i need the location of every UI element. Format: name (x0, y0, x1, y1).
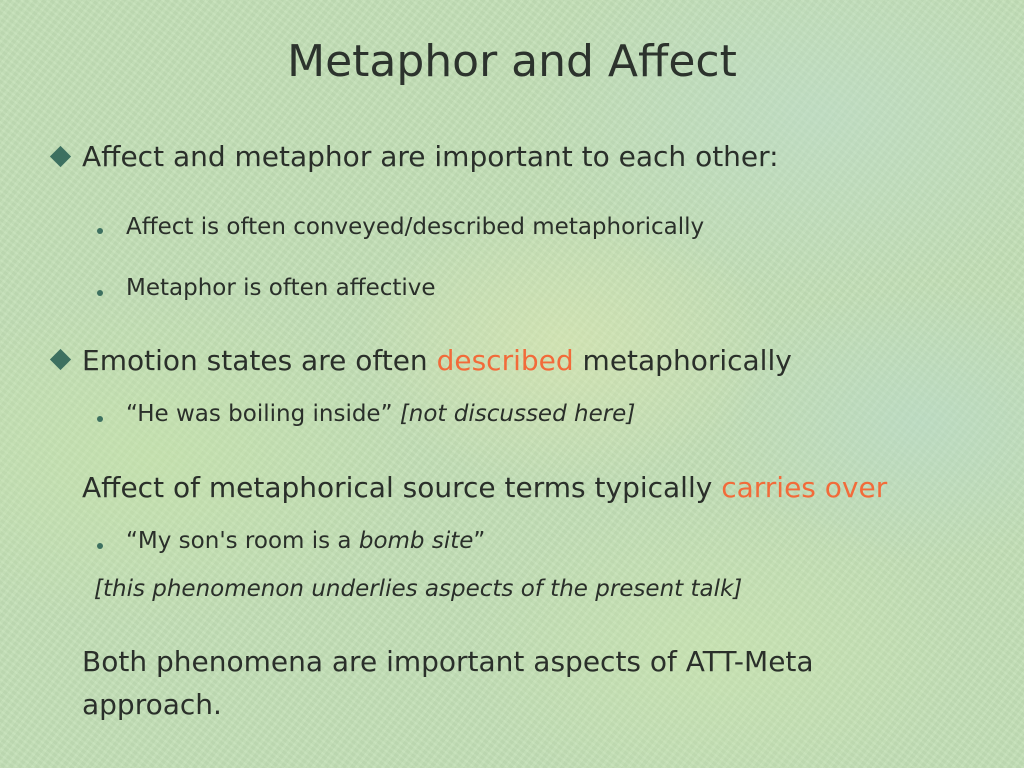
bullet-emotion-text-start: Emotion states are often (82, 344, 437, 377)
sub-bullet-conveyed: Affect is often conveyed/described metaphorically (126, 214, 705, 240)
bomb-site-text-start: “My son's room is a (126, 528, 359, 554)
slide-title: Metaphor and Affect (287, 36, 737, 87)
dot-bullet-icon (97, 290, 103, 296)
highlight-described: described (436, 344, 574, 377)
sub-bullet-affective: Metaphor is often affective (126, 275, 436, 301)
bomb-site-emphasis: bomb site (358, 528, 474, 554)
diamond-bullet-icon (50, 146, 71, 167)
dot-bullet-icon (97, 543, 103, 549)
dot-bullet-icon (97, 416, 103, 422)
diamond-bullet-icon (50, 349, 71, 370)
phenomenon-note-text: [this phenomenon underlies aspects of the present talk] (94, 576, 743, 602)
para-att-meta-line2: approach. (82, 688, 222, 721)
bullet-affect-metaphor: Affect and metaphor are important to each other: (82, 140, 779, 173)
dot-bullet-icon (97, 228, 103, 234)
bomb-site-text-end: ” (473, 528, 486, 554)
sub-bullet-bomb-site (126, 526, 485, 556)
bullet-emotion-text-end: metaphorically (573, 344, 792, 377)
para-att-meta-line1: Both phenomena are important aspects of ATT-Meta (82, 645, 814, 678)
highlight-carries-over: carries over (721, 471, 888, 504)
not-discussed-note: [not discussed here] (399, 401, 636, 427)
sub-bullet-boiling (126, 399, 635, 429)
para-carries-over (82, 470, 887, 506)
bullet-emotion-states (82, 343, 792, 379)
phenomenon-note (94, 574, 742, 604)
boiling-quote: “He was boiling inside” (126, 401, 400, 427)
carries-over-text-start: Affect of metaphorical source terms typically (82, 471, 722, 504)
